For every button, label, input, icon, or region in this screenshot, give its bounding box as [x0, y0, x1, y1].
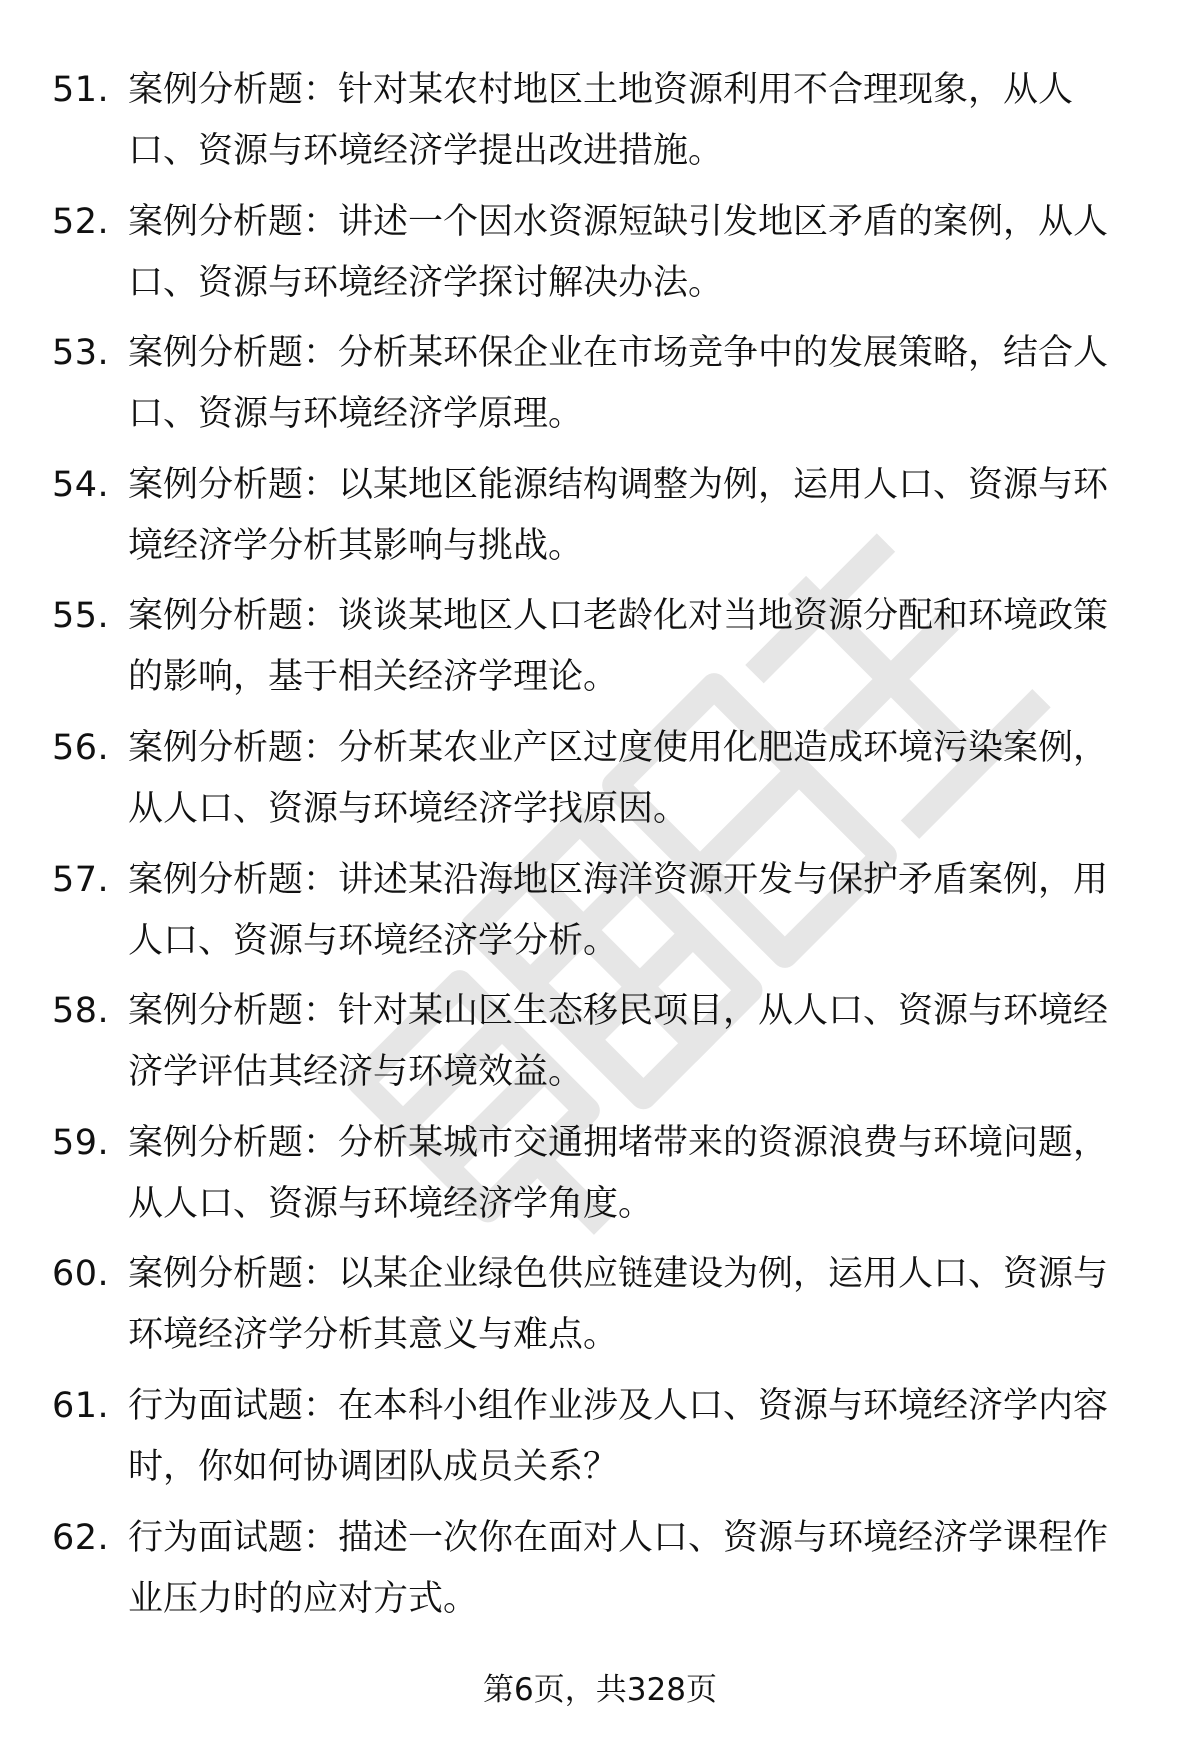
question-number: 61. [52, 1385, 110, 1426]
question-item [52, 1376, 1142, 1508]
question-item [52, 1508, 1142, 1640]
question-text [128, 1508, 1140, 1630]
question-line: 案例分析题：以某地区能源结构调整为例，运用人口、资源与环 [128, 464, 1109, 505]
question-text [128, 1244, 1140, 1366]
question-number: 52. [52, 201, 110, 242]
question-number: 53. [52, 333, 110, 374]
question-number: 62. [52, 1517, 110, 1558]
question-line: 案例分析题：分析某环保企业在市场竞争中的发展策略，结合人 [128, 333, 1109, 374]
question-text [128, 192, 1140, 314]
question-line: 案例分析题：分析某城市交通拥堵带来的资源浪费与环境问题， [128, 1122, 1109, 1163]
question-line: 案例分析题：分析某农业产区过度使用化肥造成环境污染案例， [128, 727, 1109, 768]
question-line: 案例分析题：谈谈某地区人口老龄化对当地资源分配和环境政策 [128, 596, 1109, 637]
question-number: 54. [52, 464, 110, 505]
question-text [128, 718, 1140, 840]
question-number: 55. [52, 596, 110, 637]
question-item [52, 586, 1142, 718]
question-text [128, 1113, 1140, 1235]
question-text [128, 1376, 1140, 1498]
question-item [52, 323, 1142, 455]
question-line: 的影响，基于相关经济学理论。 [128, 657, 619, 698]
question-text [128, 850, 1140, 972]
question-item [52, 192, 1142, 324]
question-text [128, 586, 1140, 708]
question-number: 59. [52, 1122, 110, 1163]
question-number: 56. [52, 727, 110, 768]
question-line: 案例分析题：针对某农村地区土地资源利用不合理现象，从人 [128, 70, 1074, 110]
question-list [52, 60, 1142, 1639]
question-item [52, 718, 1142, 850]
question-line: 环境经济学分析其意义与难点。 [128, 1315, 619, 1356]
question-item [52, 1244, 1142, 1376]
question-item [52, 850, 1142, 982]
question-line: 案例分析题：讲述一个因水资源短缺引发地区矛盾的案例，从人 [128, 201, 1109, 242]
question-line: 境经济学分析其影响与挑战。 [128, 525, 584, 566]
question-item [52, 455, 1142, 587]
question-line: 人口、资源与环境经济学分析。 [128, 920, 619, 961]
question-line: 口、资源与环境经济学探讨解决办法。 [128, 262, 724, 303]
question-line: 案例分析题：讲述某沿海地区海洋资源开发与保护矛盾案例，用 [128, 859, 1109, 900]
question-text [128, 981, 1140, 1103]
question-item [52, 981, 1142, 1113]
question-number: 58. [52, 991, 110, 1032]
question-item [52, 60, 1142, 192]
question-number: 51. [52, 70, 110, 110]
question-number: 57. [52, 859, 110, 900]
question-text [128, 323, 1140, 445]
question-line: 行为面试题：描述一次你在面对人口、资源与环境经济学课程作 [128, 1517, 1109, 1558]
question-line: 口、资源与环境经济学原理。 [128, 394, 584, 435]
question-line: 案例分析题：以某企业绿色供应链建设为例，运用人口、资源与 [128, 1254, 1109, 1295]
question-line: 从人口、资源与环境经济学角度。 [128, 1183, 654, 1224]
question-number: 60. [52, 1254, 110, 1295]
question-line: 济学评估其经济与环境效益。 [128, 1052, 584, 1093]
question-line: 从人口、资源与环境经济学找原因。 [128, 788, 689, 829]
question-text [128, 60, 1140, 182]
page-footer: 第6页，共328页 [483, 1672, 717, 1708]
question-item [52, 1113, 1142, 1245]
question-line: 口、资源与环境经济学提出改进措施。 [128, 131, 724, 171]
question-line: 案例分析题：针对某山区生态移民项目，从人口、资源与环境经 [128, 991, 1109, 1032]
question-text [128, 455, 1140, 577]
question-line: 时，你如何协调团队成员关系？ [128, 1446, 619, 1487]
question-line: 业压力时的应对方式。 [128, 1578, 479, 1619]
question-line: 行为面试题：在本科小组作业涉及人口、资源与环境经济学内容 [128, 1385, 1109, 1426]
